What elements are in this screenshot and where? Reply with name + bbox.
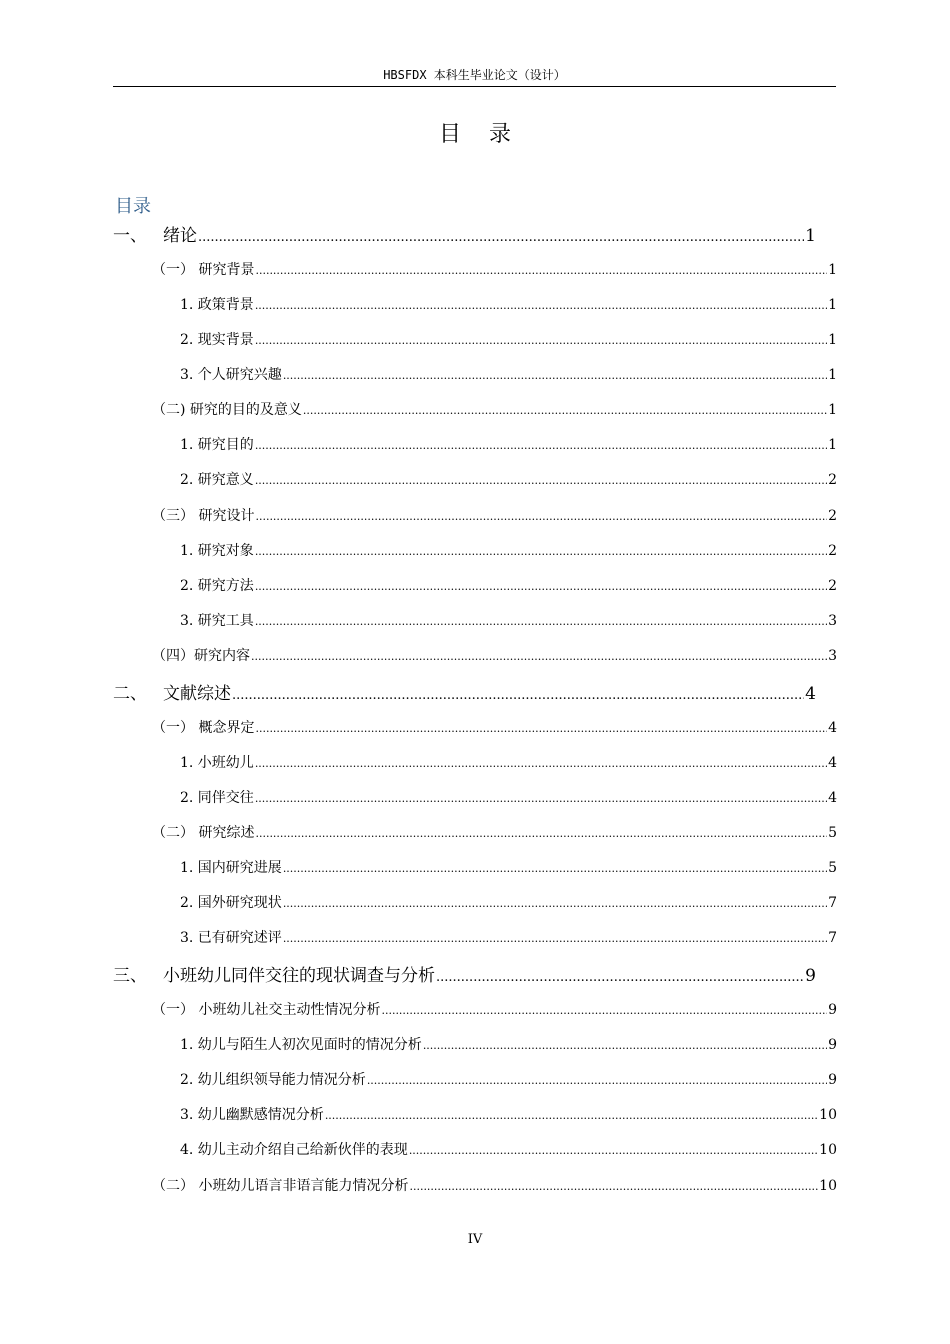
page-header <box>113 66 836 87</box>
entry-page: 1 <box>828 297 837 313</box>
leader-dots <box>409 1144 818 1157</box>
entry-page: 10 <box>819 1107 837 1123</box>
page-number: IV <box>467 1232 483 1247</box>
entry-title: 3. 已有研究述评 <box>180 930 282 946</box>
entry-title: （二) 研究的目的及意义 <box>152 402 302 418</box>
entry-title: 1. 研究目的 <box>180 437 254 453</box>
toc-entry-subsection[interactable] <box>180 294 837 314</box>
entry-page: 4 <box>828 755 837 771</box>
leader-dots <box>255 299 827 312</box>
entry-page: 10 <box>819 1142 837 1158</box>
entry-page: 10 <box>819 1178 837 1194</box>
leader-dots <box>255 439 827 452</box>
entry-title: 1. 政策背景 <box>180 297 254 313</box>
entry-title: 3. 幼儿幽默感情况分析 <box>180 1107 324 1123</box>
entry-page: 1 <box>828 367 837 383</box>
page-title: 目录 <box>438 122 539 147</box>
entry-page: 7 <box>828 930 837 946</box>
toc-entry-subsection[interactable] <box>180 892 837 912</box>
entry-page: 9 <box>828 1072 837 1088</box>
toc-entry-subsection[interactable] <box>180 329 837 349</box>
entry-title: （三） 研究设计 <box>152 508 255 524</box>
toc-entry-chapter-3[interactable] <box>113 961 816 986</box>
leader-dots <box>255 264 827 277</box>
toc-entry-section[interactable] <box>152 1175 837 1195</box>
toc-entry-subsection[interactable] <box>180 787 837 807</box>
leader-dots <box>303 404 827 417</box>
toc-entry-subsection[interactable] <box>180 469 837 489</box>
toc-entry-section[interactable] <box>152 645 837 665</box>
leader-dots <box>255 792 827 805</box>
entry-page: 2 <box>828 578 837 594</box>
entry-title: 2. 研究意义 <box>180 472 254 488</box>
leader-dots <box>255 757 827 770</box>
leader-dots <box>255 510 827 523</box>
entry-title: 绪论 <box>163 226 197 246</box>
toc-entry-section[interactable] <box>152 999 837 1019</box>
entry-title: （一） 小班幼儿社交主动性情况分析 <box>152 1002 381 1018</box>
entry-page: 5 <box>828 860 837 876</box>
entry-page: 3 <box>828 648 837 664</box>
toc-entry-chapter-1[interactable] <box>113 221 816 246</box>
toc-entry-subsection[interactable] <box>180 610 837 630</box>
toc-entry-subsection[interactable] <box>180 927 837 947</box>
leader-dots <box>255 545 827 558</box>
leader-dots <box>283 932 827 945</box>
leader-dots <box>255 580 827 593</box>
leader-dots <box>409 1180 818 1193</box>
entry-page: 1 <box>805 226 816 246</box>
entry-page: 9 <box>828 1002 837 1018</box>
entry-title: 2. 幼儿组织领导能力情况分析 <box>180 1072 366 1088</box>
entry-title: （二） 研究综述 <box>152 825 255 841</box>
leader-dots <box>255 722 827 735</box>
toc-entry-subsection[interactable] <box>180 1034 837 1054</box>
entry-title: （一） 研究背景 <box>152 262 255 278</box>
toc-entry-subsection[interactable] <box>180 364 837 384</box>
toc-entry-subsection[interactable] <box>180 575 837 595</box>
header-text: HBSFDX 本科生毕业论文（设计） <box>383 68 566 82</box>
entry-title: 3. 个人研究兴趣 <box>180 367 282 383</box>
entry-title: 1. 幼儿与陌生人初次见面时的情况分析 <box>180 1037 422 1053</box>
entry-page: 1 <box>828 262 837 278</box>
toc-entry-subsection[interactable] <box>180 857 837 877</box>
entry-title: （二） 小班幼儿语言非语言能力情况分析 <box>152 1178 409 1194</box>
toc-entry-section[interactable] <box>152 822 837 842</box>
leader-dots <box>232 688 804 703</box>
entry-title: 1. 国内研究进展 <box>180 860 282 876</box>
toc-entry-subsection[interactable] <box>180 1069 837 1089</box>
toc-entry-subsection[interactable] <box>180 540 837 560</box>
entry-page: 4 <box>828 720 837 736</box>
entry-page: 5 <box>828 825 837 841</box>
toc-entry-chapter-2[interactable] <box>113 679 816 704</box>
entry-page: 1 <box>828 437 837 453</box>
entry-title: 小班幼儿同伴交往的现状调查与分析 <box>163 966 435 986</box>
entry-page: 3 <box>828 613 837 629</box>
toc-entry-subsection[interactable] <box>180 752 837 772</box>
entry-title: 1. 小班幼儿 <box>180 755 254 771</box>
toc-entry-section[interactable] <box>152 717 837 737</box>
entry-page: 2 <box>828 472 837 488</box>
leader-dots <box>255 615 827 628</box>
leader-dots <box>283 862 827 875</box>
entry-page: 7 <box>828 895 837 911</box>
toc-entry-subsection[interactable] <box>180 1139 837 1159</box>
entry-page: 2 <box>828 543 837 559</box>
entry-title: 1. 研究对象 <box>180 543 254 559</box>
toc-entry-section[interactable] <box>152 399 837 419</box>
entry-page: 9 <box>805 966 816 986</box>
entry-page: 1 <box>828 402 837 418</box>
entry-title: 4. 幼儿主动介绍自己给新伙伴的表现 <box>180 1142 408 1158</box>
entry-title: 2. 同伴交往 <box>180 790 254 806</box>
entry-title: （一） 概念界定 <box>152 720 255 736</box>
leader-dots <box>381 1004 827 1017</box>
toc-entry-section[interactable] <box>152 505 837 525</box>
leader-dots <box>367 1074 827 1087</box>
leader-dots <box>255 334 827 347</box>
entry-page: 4 <box>805 684 816 704</box>
entry-title: 2. 国外研究现状 <box>180 895 282 911</box>
entry-page: 1 <box>828 332 837 348</box>
toc-entry-subsection[interactable] <box>180 434 837 454</box>
leader-dots <box>325 1109 818 1122</box>
toc-heading: 目录 <box>115 196 151 217</box>
leader-dots <box>255 827 827 840</box>
leader-dots <box>251 650 827 663</box>
chapter-number: 三、 <box>113 966 147 986</box>
entry-page: 9 <box>828 1037 837 1053</box>
entry-title: 2. 研究方法 <box>180 578 254 594</box>
leader-dots <box>198 230 804 245</box>
toc-entry-subsection[interactable] <box>180 1104 837 1124</box>
entry-title: （四）研究内容 <box>152 648 250 664</box>
leader-dots <box>283 897 827 910</box>
leader-dots <box>423 1039 827 1052</box>
leader-dots <box>436 970 804 985</box>
entry-page: 2 <box>828 508 837 524</box>
chapter-number: 二、 <box>113 684 147 704</box>
entry-page: 4 <box>828 790 837 806</box>
chapter-number: 一、 <box>113 226 147 246</box>
entry-title: 2. 现实背景 <box>180 332 254 348</box>
leader-dots <box>255 474 827 487</box>
entry-title: 3. 研究工具 <box>180 613 254 629</box>
entry-title: 文献综述 <box>163 684 231 704</box>
leader-dots <box>283 369 827 382</box>
toc-entry-section[interactable] <box>152 259 837 279</box>
